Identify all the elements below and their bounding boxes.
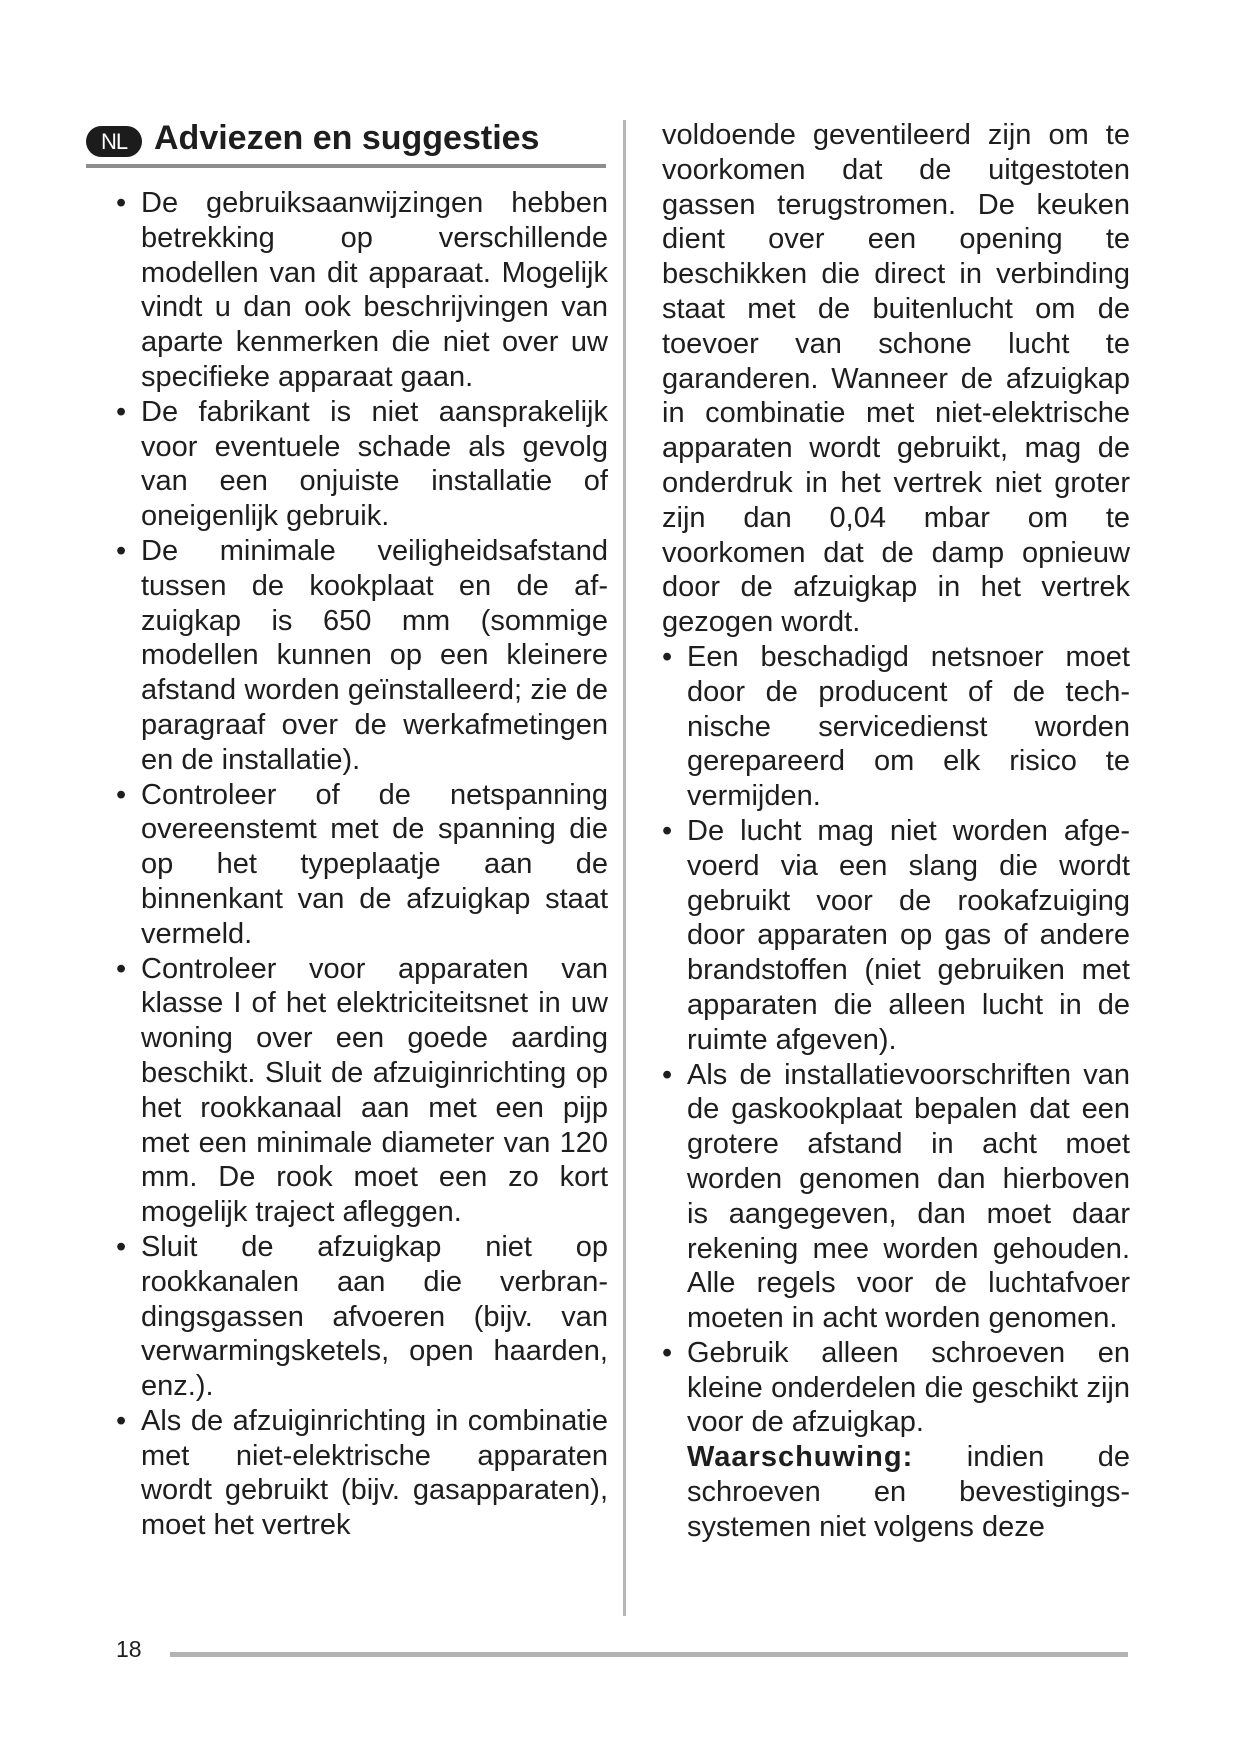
list-item: • Een beschadigd netsnoer moet door de producent of de technische servicedienst worden gerepareerd om elk risico te vermijden. bbox=[662, 640, 1130, 814]
warning-label: Waarschuwing: bbox=[687, 1441, 914, 1474]
column-divider bbox=[623, 120, 626, 1616]
list-item bbox=[662, 1336, 1130, 1545]
left-column bbox=[116, 186, 608, 1543]
list-item: • De fabrikant is niet aansprakelijk voor eventuele schade als gevolg van een onjuiste installatie of oneigenlijk gebruik. bbox=[116, 395, 608, 534]
right-column bbox=[662, 118, 1130, 1545]
list-item: • De gebruiksaanwijzingen hebben betrekking op verschillende modellen van dit apparaat. Mogelijk vindt u dan ook beschrijvingen van aparte kenmerken die niet over uw specifieke apparaat gaan. bbox=[116, 186, 608, 395]
language-badge: NL bbox=[86, 126, 142, 157]
list-item: • De minimale veiligheidsafstand tussen de kookplaat en de afzuigkap is 650 mm (sommige modellen kunnen op een kleinere afstand worden geïnstalleerd; zie de paragraaf over de werkafmetingen en de installatie). bbox=[116, 534, 608, 778]
advice-list-right bbox=[662, 640, 1130, 1545]
page-number: 18 bbox=[116, 1636, 142, 1662]
list-item: • Als de installatievoorschriften van de gaskookplaat bepalen dat een grotere afstand in acht moet worden genomen dan hierboven is aangegeven, dan moet daar rekening mee worden gehouden. Alle regels voor de luchtafvoer moeten in acht worden genomen. bbox=[662, 1058, 1130, 1336]
list-item: • Als de afzuiginrichting in combinatie met niet-elektrische apparaten wordt gebruikt (bijv. gasapparaten), moet het vertrek bbox=[116, 1404, 608, 1543]
list-item: • Controleer voor apparaten van klasse I of het elektriciteitsnet in uw woning over een goede aarding beschikt. Sluit de afzuiginrichting op het rookkanaal aan met een pijp met een minimale diameter van 120 mm. De rook moet een zo kort mogelijk traject afleggen. bbox=[116, 952, 608, 1230]
continued-paragraph: voldoende geventileerd zijn om te voorkomen dat de uitgestoten gassen terugstromen. De keuken dient over een opening te beschikken die direct in verbinding staat met de buitenlucht om de toevoer van schone lucht te garanderen. Wanneer de afzuigkap in combinatie met niet-elektrische apparaten wordt gebruikt, mag de onderdruk in het vertrek niet groter zijn dan 0,04 mbar om te voorkomen dat de damp opnieuw door de afzuigkap in het vertrek gezogen wordt. bbox=[662, 119, 1130, 639]
list-item: • Controleer of de netspanning overeenstemt met de spanning die op het typeplaatje aan de binnenkant van de afzuigkap staat vermeld. bbox=[116, 778, 608, 952]
footer-rule bbox=[170, 1652, 1128, 1657]
section-header bbox=[86, 116, 606, 168]
list-item-text: Gebruik alleen schroeven en kleine onderdelen die geschikt zijn voor de afzuigkap. bbox=[687, 1336, 1130, 1439]
warning-text: indien de schroeven en bevestigingssystemen niet volgens deze bbox=[687, 1441, 1131, 1543]
list-item: • Sluit de afzuigkap niet op rookkanalen aan die verbrandingsgassen afvoeren (bijv. van verwarmingsketels, open haarden, enz.). bbox=[116, 1230, 608, 1404]
list-item: • De lucht mag niet worden afgevoerd via een slang die wordt gebruikt voor de rookafzuiging door apparaten op gas of andere brandstoffen (niet gebruiken met apparaten die alleen lucht in de ruimte afgeven). bbox=[662, 814, 1130, 1058]
advice-list-left bbox=[116, 186, 608, 1543]
section-title: Adviezen en suggesties bbox=[154, 119, 540, 157]
